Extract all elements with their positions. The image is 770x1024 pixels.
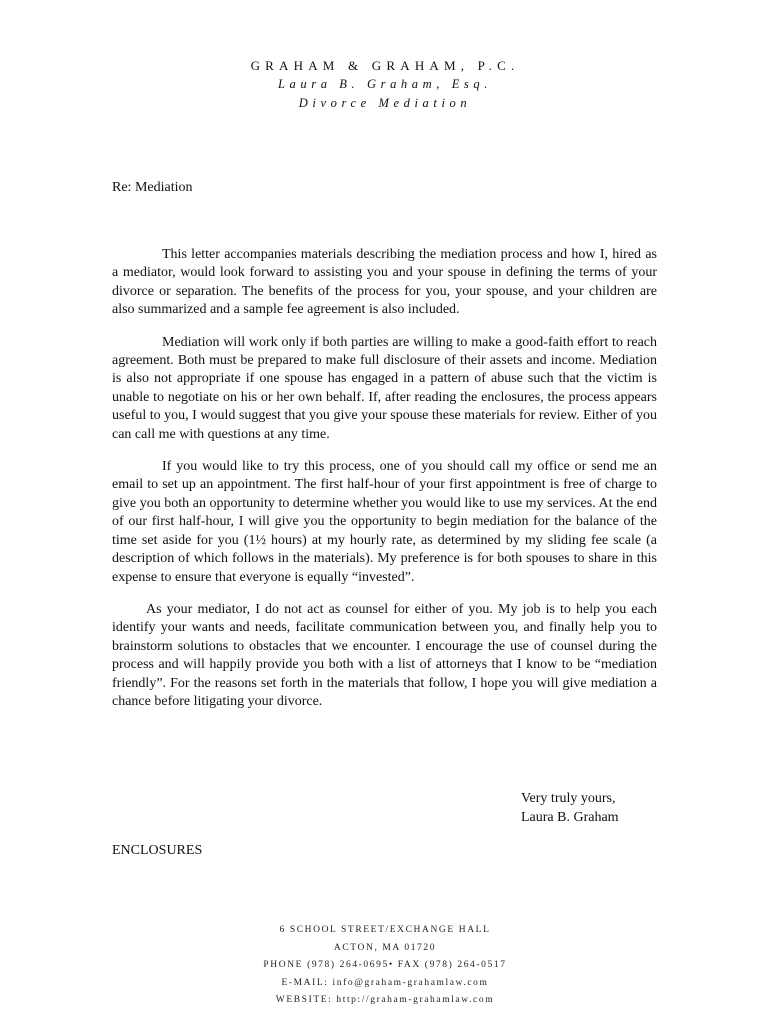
enclosures-label: ENCLOSURES bbox=[112, 843, 203, 858]
footer-address-line-2: ACTON, MA 01720 bbox=[333, 942, 437, 953]
paragraph-mediator-role: As your mediator, I do not act as counsel for either of you. My job is to help you each identify your wants and needs, facilitate communication between you, and finally help you to brainstorm solutions to obstacles that we encounter. I encourage the use of counsel during the process and will happily provide you both with a list of attorneys that I know to be “mediation friendly”. For the reasons set forth in the materials that follow, I hope you will give mediation a chance before litigating your divorce. bbox=[112, 601, 657, 709]
paragraph-appointment: If you would like to try this process, one of you should call my office or send me an email to set up an appointment. The first half-hour of your first appointment is free of charge to give you both an opportunity to determine whether you would like to use my services. At the end of our first half-hour, I will give you the opportunity to begin mediation for the balance of the time set aside for you (1½ hours) at my hourly rate, as determined by my sliding fee scale (a description of which follows in the materials). My preference is for both spouses to share in this expense to ensure that everyone is equally “invested”. bbox=[112, 459, 657, 585]
letter-body bbox=[112, 246, 657, 725]
practice-area: Divorce Mediation bbox=[298, 96, 472, 110]
subject-line: Re: Mediation bbox=[112, 180, 193, 195]
footer-website: WEBSITE: http://graham-grahamlaw.com bbox=[275, 995, 495, 1005]
letterhead bbox=[0, 56, 770, 113]
signer-name: Laura B. Graham bbox=[521, 810, 619, 825]
salutation: Very truly yours, bbox=[521, 791, 616, 806]
footer-contact bbox=[0, 922, 770, 1010]
closing-block bbox=[521, 789, 619, 827]
paragraph-intro: This letter accompanies materials describing the mediation process and how I, hired as a mediator, would look forward to assisting you and your spouse in defining the terms of your divorce or separation. The benefits of the process for you, your spouse, and your children are also summarized and a sample fee agreement is also included. bbox=[112, 247, 657, 318]
footer-address-line-1: 6 SCHOOL STREET/EXCHANGE HALL bbox=[279, 925, 491, 935]
footer-phone-fax: PHONE (978) 264-0695• FAX (978) 264-0517 bbox=[263, 960, 507, 970]
paragraph-requirements: Mediation will work only if both parties are willing to make a good-faith effort to reach agreement. Both must be prepared to make full disclosure of their assets and income. Mediation is also not appropriate if one spouse has engaged in a pattern of abuse such that the victim is unable to negotiate on his or her own behalf. If, after reading the enclosures, the process appears useful to you, I would suggest that you give your spouse these materials for review. Either of you can call me with questions at any time. bbox=[112, 334, 657, 442]
attorney-name: Laura B. Graham, Esq. bbox=[278, 77, 492, 91]
footer-email: E-MAIL: info@graham-grahamlaw.com bbox=[281, 977, 489, 988]
firm-name: GRAHAM & GRAHAM, P.C. bbox=[250, 58, 520, 73]
